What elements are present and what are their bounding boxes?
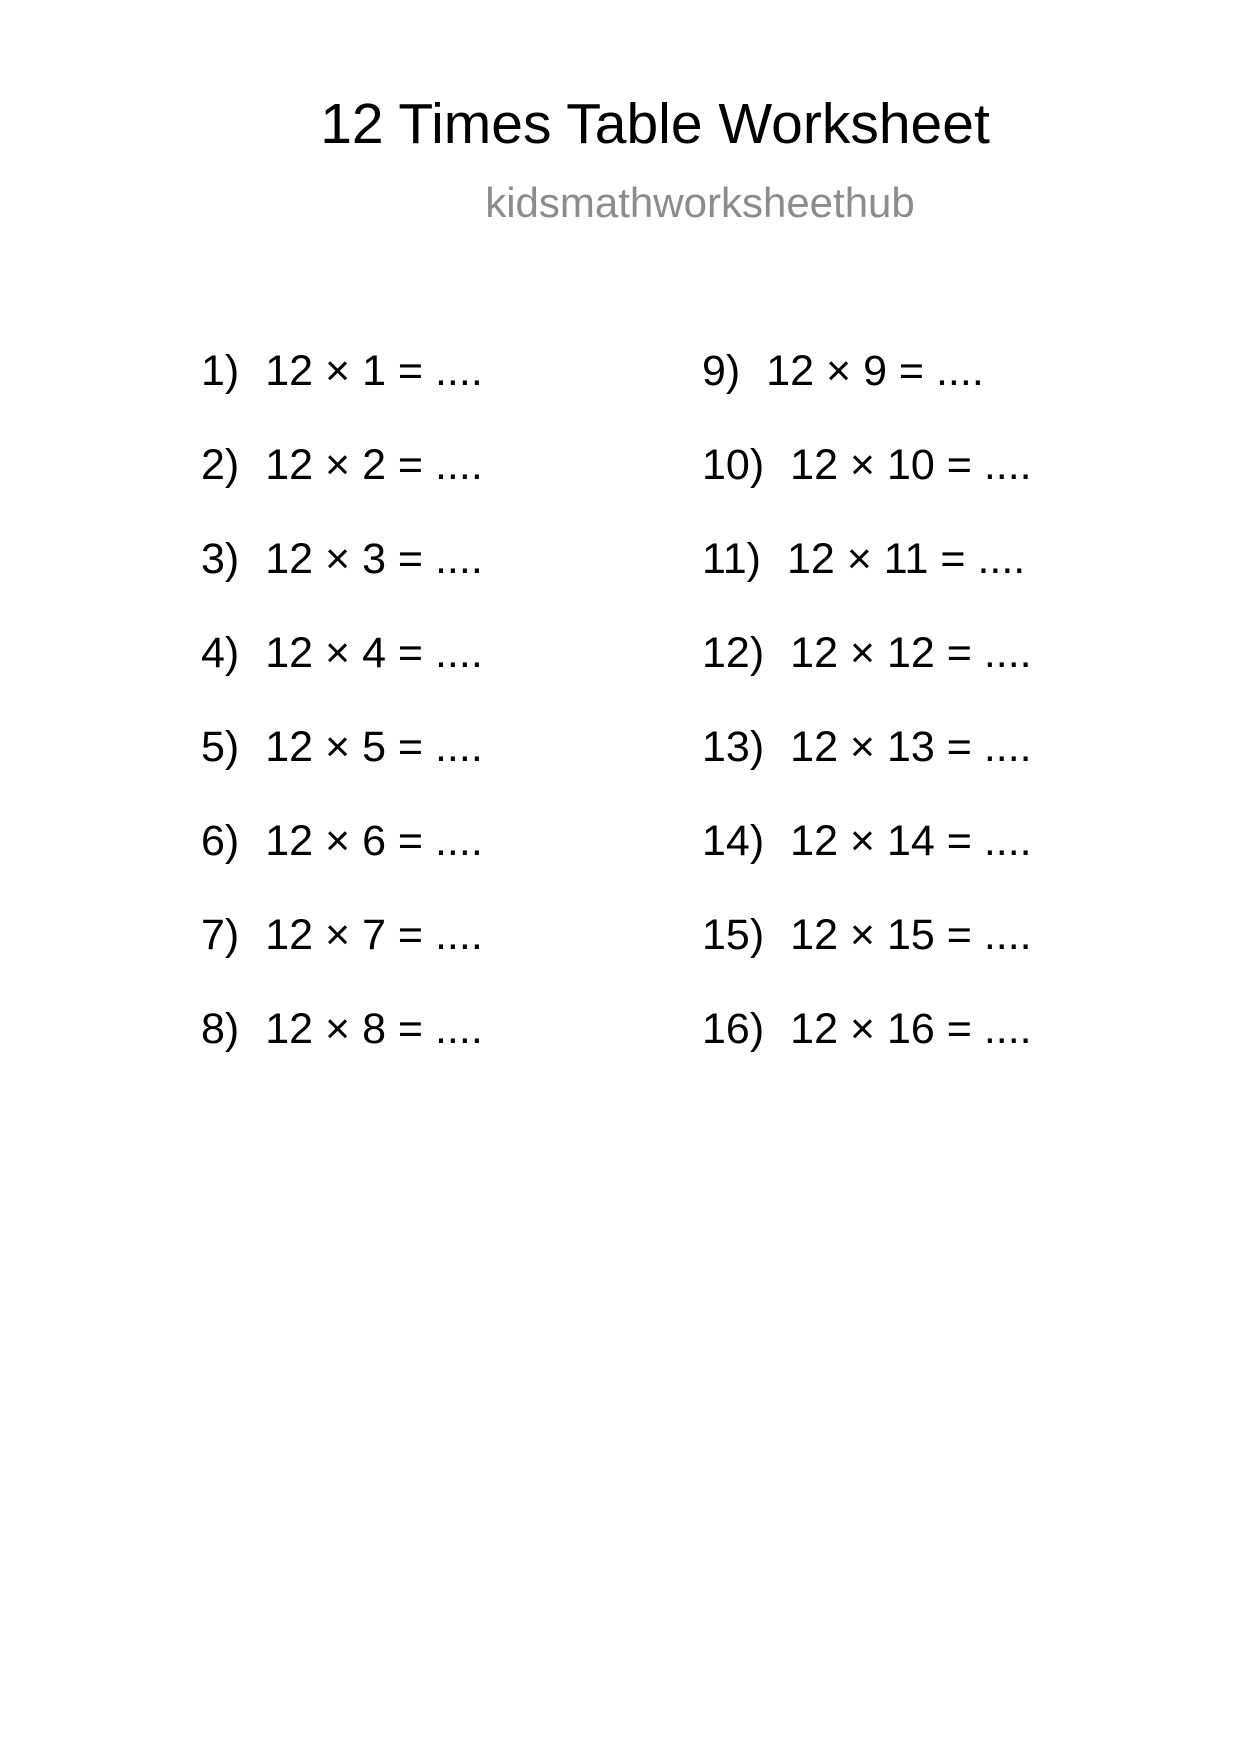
problem-number: 1) [201, 347, 240, 395]
problem-number: 14) [702, 817, 765, 865]
problem-number: 4) [201, 629, 240, 677]
problem-expression: 12 × 4 = .... [265, 629, 483, 677]
problem-number: 12) [702, 629, 765, 677]
problem-10 [702, 441, 1032, 489]
problem-8 [201, 1005, 483, 1053]
problem-expression: 12 × 10 = .... [790, 441, 1032, 489]
problem-number: 13) [702, 723, 765, 771]
problem-4 [201, 629, 483, 677]
problem-number: 11) [702, 535, 761, 583]
problem-9 [702, 347, 984, 395]
problem-number: 3) [201, 535, 240, 583]
problem-11 [702, 535, 1026, 583]
problem-expression: 12 × 8 = .... [265, 1005, 483, 1053]
problem-expression: 12 × 3 = .... [265, 535, 483, 583]
problem-14 [702, 817, 1032, 865]
problem-expression: 12 × 9 = .... [766, 347, 984, 395]
problem-1 [201, 347, 483, 395]
problem-expression: 12 × 11 = .... [786, 535, 1026, 583]
problem-2 [201, 441, 483, 489]
problem-expression: 12 × 7 = .... [265, 911, 483, 959]
problem-expression: 12 × 12 = .... [790, 629, 1032, 677]
problem-number: 8) [201, 1005, 240, 1053]
problem-number: 2) [201, 441, 240, 489]
problem-13 [702, 723, 1032, 771]
problem-expression: 12 × 6 = .... [265, 817, 483, 865]
problem-expression: 12 × 15 = .... [790, 911, 1032, 959]
problem-number: 5) [201, 723, 240, 771]
problem-expression: 12 × 1 = .... [265, 347, 483, 395]
worksheet-title: 12 Times Table Worksheet [320, 92, 990, 156]
problem-16 [702, 1005, 1032, 1053]
problem-expression: 12 × 16 = .... [790, 1005, 1032, 1053]
problem-expression: 12 × 5 = .... [265, 723, 483, 771]
problem-number: 9) [702, 347, 741, 395]
problem-12 [702, 629, 1032, 677]
problem-number: 10) [702, 441, 765, 489]
problem-number: 7) [201, 911, 240, 959]
problem-15 [702, 911, 1032, 959]
problem-number: 6) [201, 817, 240, 865]
worksheet-subtitle: kidsmathworksheethub [485, 179, 915, 226]
problem-expression: 12 × 14 = .... [790, 817, 1032, 865]
problem-number: 16) [702, 1005, 765, 1053]
problem-5 [201, 723, 483, 771]
problem-7 [201, 911, 483, 959]
problem-number: 15) [702, 911, 765, 959]
problem-3 [201, 535, 483, 583]
problem-6 [201, 817, 483, 865]
problem-expression: 12 × 2 = .... [265, 441, 483, 489]
problem-expression: 12 × 13 = .... [790, 723, 1032, 771]
